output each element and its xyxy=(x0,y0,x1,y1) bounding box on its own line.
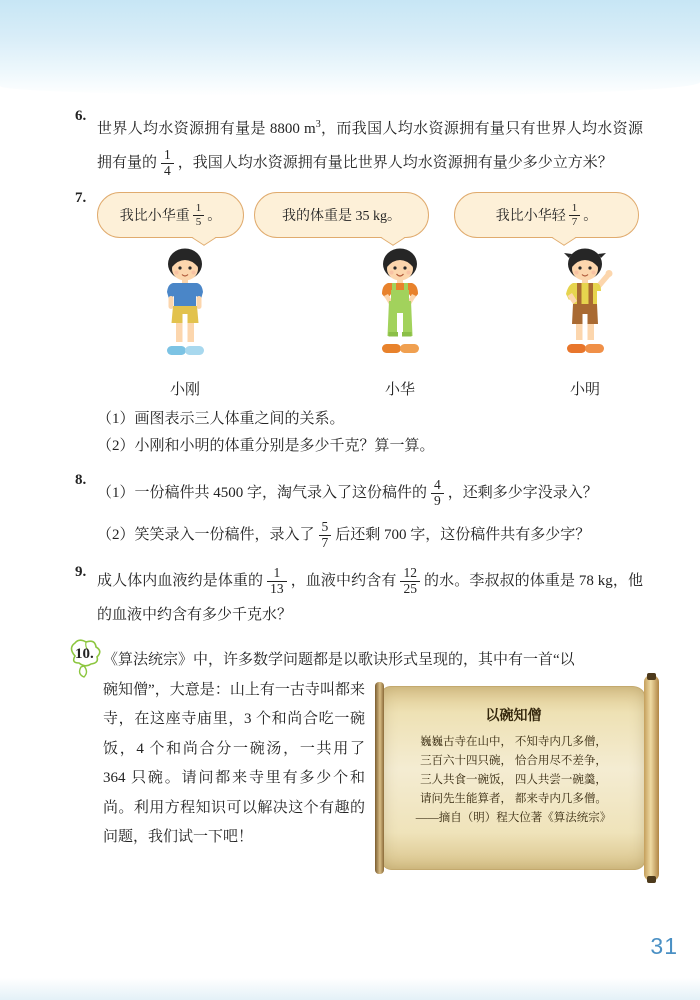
fraction-4-9: $\frac{4}{9}$ xyxy=(431,478,444,509)
problem-7-sub2: （2）小刚和小明的体重分别是多少千克？算一算。 xyxy=(97,438,435,454)
fraction-1-7: $\frac{1}{7}$ xyxy=(569,202,581,227)
problem-8-sub1-tail: ，还剩多少字没录入？ xyxy=(447,485,598,501)
bubble-2-text: 我的体重是 35 kg。 xyxy=(282,209,401,224)
page-top-sky-band xyxy=(0,0,700,96)
poem-attribution: ——摘自（明）程大位著《算法统宗》 xyxy=(415,811,612,824)
scroll-parchment xyxy=(382,686,645,870)
page-content xyxy=(0,96,700,872)
problem-10-line1: 《算法统宗》中，许多数学问题都是以歌诀形式呈现的，其中有一首“以 xyxy=(103,652,575,668)
fraction-5-7: $\frac{5}{7}$ xyxy=(319,520,332,551)
problem-7-number: 7. xyxy=(75,190,87,206)
speech-bubbles-row xyxy=(97,192,643,238)
kid-xiaogang xyxy=(135,244,235,400)
poem-line-4: 请问先生能算者， 都来寺内几多僧。 xyxy=(420,792,607,805)
bubble-1-period: 。 xyxy=(207,209,222,224)
problem-9-seg1: 成人体内血液约是体重的 xyxy=(97,573,264,589)
scroll-left-rod xyxy=(375,682,384,874)
problem-8-sub2 xyxy=(97,514,643,556)
rod-cap-top xyxy=(647,673,656,680)
problem-9-seg3: 的水。李叔叔的体重是 78 kg，他的血液中约含有多少千克水？ xyxy=(97,573,643,623)
problem-6-seg3: ，我国人均水资源拥有量比世界人均水资源拥有量少多少立方米？ xyxy=(177,155,613,171)
problem-6-number: 6. xyxy=(75,108,87,124)
problem-8-number: 8. xyxy=(75,472,87,488)
problem-6-seg2: ，而我国人均水资源拥有量只有世界人均水资源拥有量的 xyxy=(97,121,643,171)
problem-8-sub2-tail: 后还剩 700 字，这份稿件共有多少字？ xyxy=(335,527,591,543)
page-bottom-tint xyxy=(0,978,700,1000)
scroll-right-rod xyxy=(644,675,659,881)
poem-line-3: 三人共食一碗饭， 四人共尝一碗羹， xyxy=(420,773,607,786)
speech-bubble-xiaogang xyxy=(97,192,244,238)
fraction-1-4: $\frac{1}{4}$ xyxy=(161,148,174,179)
poem-line-1: 巍巍古寺在山中， 不知寺内几多僧， xyxy=(420,735,607,748)
kid-xiaohua xyxy=(350,244,450,400)
poem-scroll-illustration xyxy=(375,684,659,872)
fraction-1-5: $\frac{1}{5}$ xyxy=(193,202,205,227)
problem-10-rest-text: 碗知僧”，大意是：山上有一古寺叫都来寺，在这座寺庙里，3 个和尚合吃一碗饭，4 个和尚合分一碗汤，一共用了 364 只碗。请问都来寺里有多少个和尚。利用方程知识可以解决这个有趣的问题，我们试一下吧！ xyxy=(103,681,365,845)
bubble-3-period: 。 xyxy=(583,209,598,224)
problem-10-number: 10. xyxy=(75,646,103,872)
problem-8 xyxy=(0,472,700,556)
speech-bubble-xiaoming xyxy=(454,192,639,238)
problem-6-seg1: 世界人均水资源拥有量是 8800 m xyxy=(97,121,316,137)
problem-7-sub1: （1）画图表示三人体重之间的关系。 xyxy=(97,411,345,427)
boy-xiaoming-illustration xyxy=(545,244,625,376)
bubble-3-text: 我比小华轻 xyxy=(495,209,566,224)
speech-bubble-xiaohua xyxy=(254,192,429,238)
kid-label-xiaoming: 小明 xyxy=(569,382,600,398)
problem-8-sub2-text: （2）笑笑录入一份稿件，录入了 xyxy=(97,527,315,543)
problem-10 xyxy=(0,646,700,872)
fraction-1-13: $\frac{1}{13}$ xyxy=(267,566,287,597)
problem-8-sub1-text: （1）一份稿件共 4500 字，淘气录入了这份稿件的 xyxy=(97,485,428,501)
poem-title: 以碗知僧 xyxy=(485,708,542,724)
problem-8-sub1 xyxy=(97,472,643,514)
boy-xiaogang-illustration xyxy=(145,244,225,376)
poem-line-2: 三百六十四只碗， 恰合用尽不差争， xyxy=(420,754,607,767)
fraction-12-25: $\frac{12}{25}$ xyxy=(400,566,420,597)
problem-9-number: 9. xyxy=(75,564,87,580)
kid-xiaoming xyxy=(535,244,635,400)
rod-cap-bottom xyxy=(647,876,656,883)
problem-9-seg2: ，血液中约含有 xyxy=(290,573,397,589)
boy-xiaohua-illustration xyxy=(360,244,440,376)
kid-label-xiaogang: 小刚 xyxy=(169,382,200,398)
page-number: 31 xyxy=(650,933,678,959)
kid-label-xiaohua: 小华 xyxy=(384,382,415,398)
problem-9 xyxy=(0,564,700,632)
problem-7 xyxy=(0,190,700,460)
problem-9-text xyxy=(97,564,643,632)
problem-6-text xyxy=(97,108,643,180)
problem-6 xyxy=(0,108,700,180)
bubble-1-text: 我比小华重 xyxy=(119,209,190,224)
children-illustration-row xyxy=(97,244,643,400)
cubic-meter-superscript: 3 xyxy=(315,119,321,130)
